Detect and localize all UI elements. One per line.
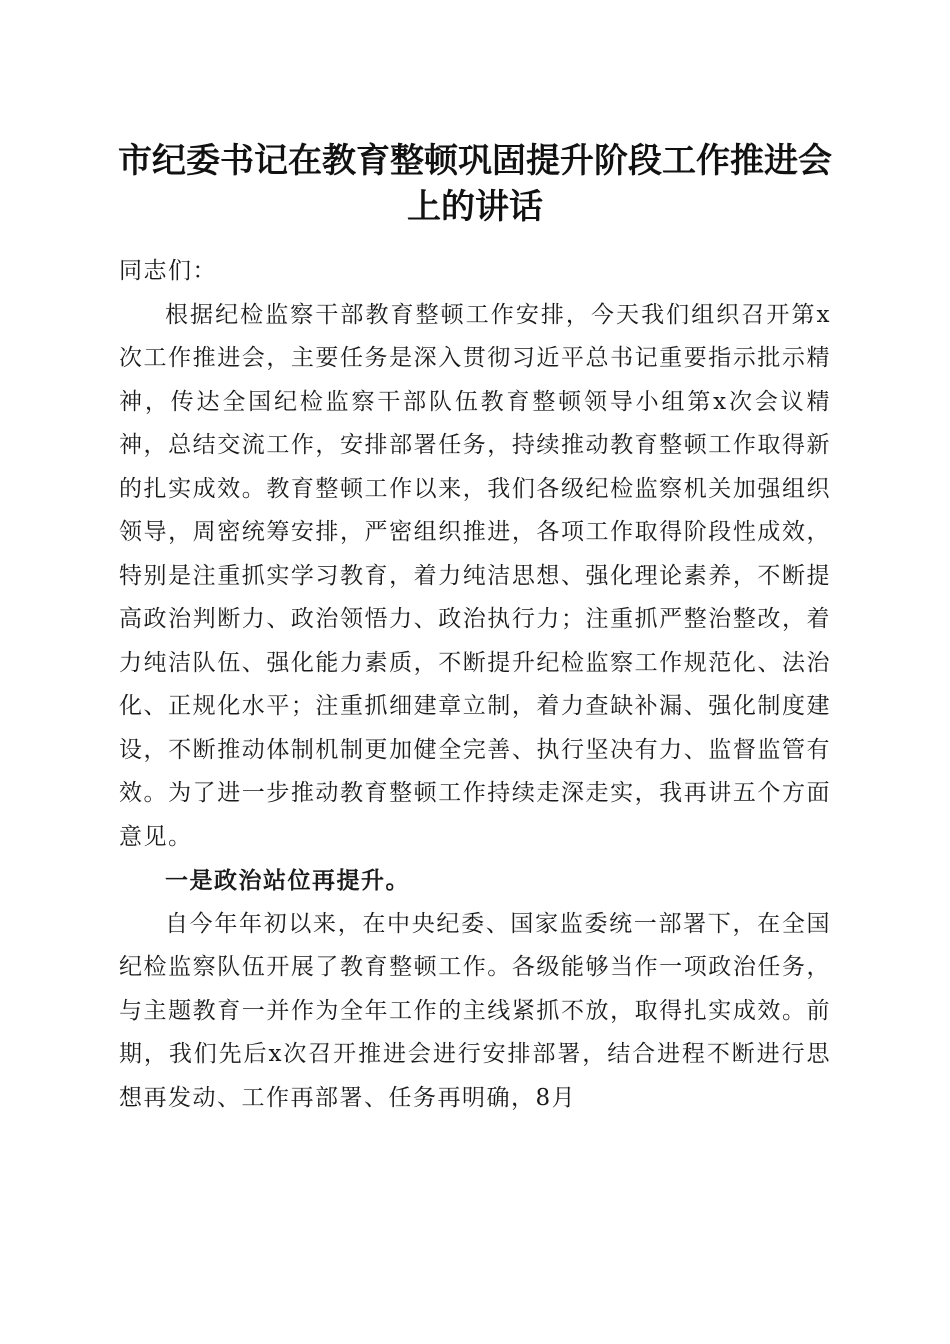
- document-body: [119, 250, 831, 1120]
- section-heading: 一是政治站位再提升。: [165, 867, 410, 894]
- section-paragraph: 自今年年初以来，在中央纪委、国家监委统一部署下，在全国纪检监察队伍开展了教育整顿工作。各级能够当作一项政治任务，与主题教育一并作为全年工作的主线紧抓不放，取得扎实成效。前期，我们先后x次召开推进会进行安排部署，结合进程不断进行思想再发动、工作再部署、任务再明确，8月: [119, 910, 831, 1111]
- document-title: 市纪委书记在教育整顿巩固提升阶段工作推进会上的讲话: [118, 141, 832, 227]
- salutation: 同志们：: [119, 258, 217, 284]
- body-paragraph: 根据纪检监察干部教育整顿工作安排，今天我们组织召开第x次工作推进会，主要任务是深入贯彻习近平总书记重要指示批示精神，传达全国纪检监察干部队伍教育整顿领导小组第x次会议精神，总结交流工作，安排部署任务，持续推动教育整顿工作取得新的扎实成效。教育整顿工作以来，我们各级纪检监察机关加强组织领导，周密统筹安排，严密组织推进，各项工作取得阶段性成效，特别是注重抓实学习教育，着力纯洁思想、强化理论素养，不断提高政治判断力、政治领悟力、政治执行力；注重抓严整治整改，着力纯洁队伍、强化能力素质，不断提升纪检监察工作规范化、法治化、正规化水平；注重抓细建章立制，着力查缺补漏、强化制度建设，不断推动体制机制更加健全完善、执行坚决有力、监督监管有效。为了进一步推动教育整顿工作持续走深走实，我再讲五个方面意见。: [119, 301, 831, 850]
